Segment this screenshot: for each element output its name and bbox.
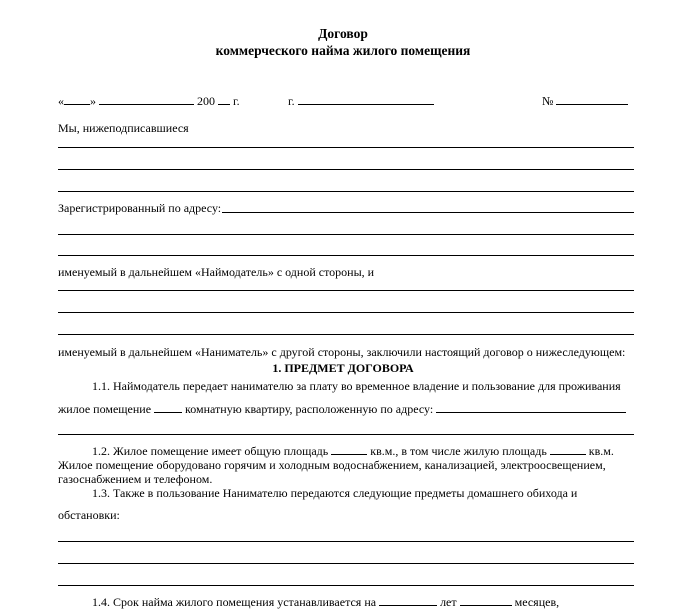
date-year: 200 [197,94,215,108]
clause-1-2 [92,443,614,458]
months-blank [460,594,512,606]
blank-line [58,191,634,192]
number-blank [556,93,628,105]
parties-intro: Мы, нижеподписавшиеся [58,121,189,135]
blank-line [58,255,634,256]
total-area-blank [331,443,367,455]
day-blank [64,93,90,105]
city-prefix: г. [288,94,295,108]
contract-number-field [542,93,628,108]
clause-1-1: 1.1. Наймодатель передает нанимателю за плату во временное владение и пользование для проживания [92,379,621,393]
month-blank [99,93,194,105]
blank-line [58,312,634,313]
blank-line [58,169,634,170]
blank-line [222,212,634,213]
address-blank [436,401,626,413]
tenant-clause: именуемый в дальнейшем «Наниматель» с другой стороны, заключили настоящий договор о нижеследующем: [58,345,626,359]
blank-line [58,541,634,542]
rooms-blank [154,401,182,413]
number-sign: № [542,94,554,108]
clause-1-2-line3: газоснабжением и телефоном. [58,472,213,486]
landlord-clause: именуемый в дальнейшем «Наймодатель» с одной стороны, и [58,265,375,279]
blank-line [58,234,634,235]
living-area-blank [550,443,586,455]
clause-1-4-text-c: месяцев, [514,595,560,609]
date-year-suffix: г. [233,94,240,108]
blank-line [58,334,634,335]
section-heading: 1. ПРЕДМЕТ ДОГОВОРА [272,361,414,375]
blank-line [58,290,634,291]
blank-line [58,563,634,564]
years-blank [379,594,437,606]
city-field [288,93,434,108]
clause-1-2-text-c: кв.м. [588,444,614,458]
document-subtitle: коммерческого найма жилого помещения [215,43,471,58]
date-close-quote: » [90,94,96,108]
clause-1-2-line2: Жилое помещение оборудовано горячим и холодным водоснабжением, канализацией, электроосвещением, [58,458,606,472]
clause-1-4-text-b: лет [440,595,457,609]
blank-line [58,585,634,586]
date-open-quote: « [58,94,64,108]
clause-1-3-cont: обстановки: [58,508,120,522]
clause-1-4-text-a: 1.4. Срок найма жилого помещения устанавливается на [92,595,377,609]
blank-line [58,434,634,435]
clause-1-4 [92,594,559,609]
blank-line [58,147,634,148]
clause-1-3: 1.3. Также в пользование Нанимателю передаются следующие предметы домашнего обихода и [92,486,578,500]
city-blank [298,93,434,105]
registered-address-label: Зарегистрированный по адресу: [58,201,222,215]
clause-1-1-text-a: жилое помещение [58,402,152,416]
clause-1-1-text-b: комнатную квартиру, расположенную по адресу: [185,402,434,416]
document-title: Договор [318,26,368,41]
clause-1-1-cont [58,401,626,416]
clause-1-2-text-b: кв.м., в том числе жилую площадь [370,444,547,458]
year-blank [218,93,230,105]
date-field [58,93,240,108]
clause-1-2-text-a: 1.2. Жилое помещение имеет общую площадь [92,444,329,458]
